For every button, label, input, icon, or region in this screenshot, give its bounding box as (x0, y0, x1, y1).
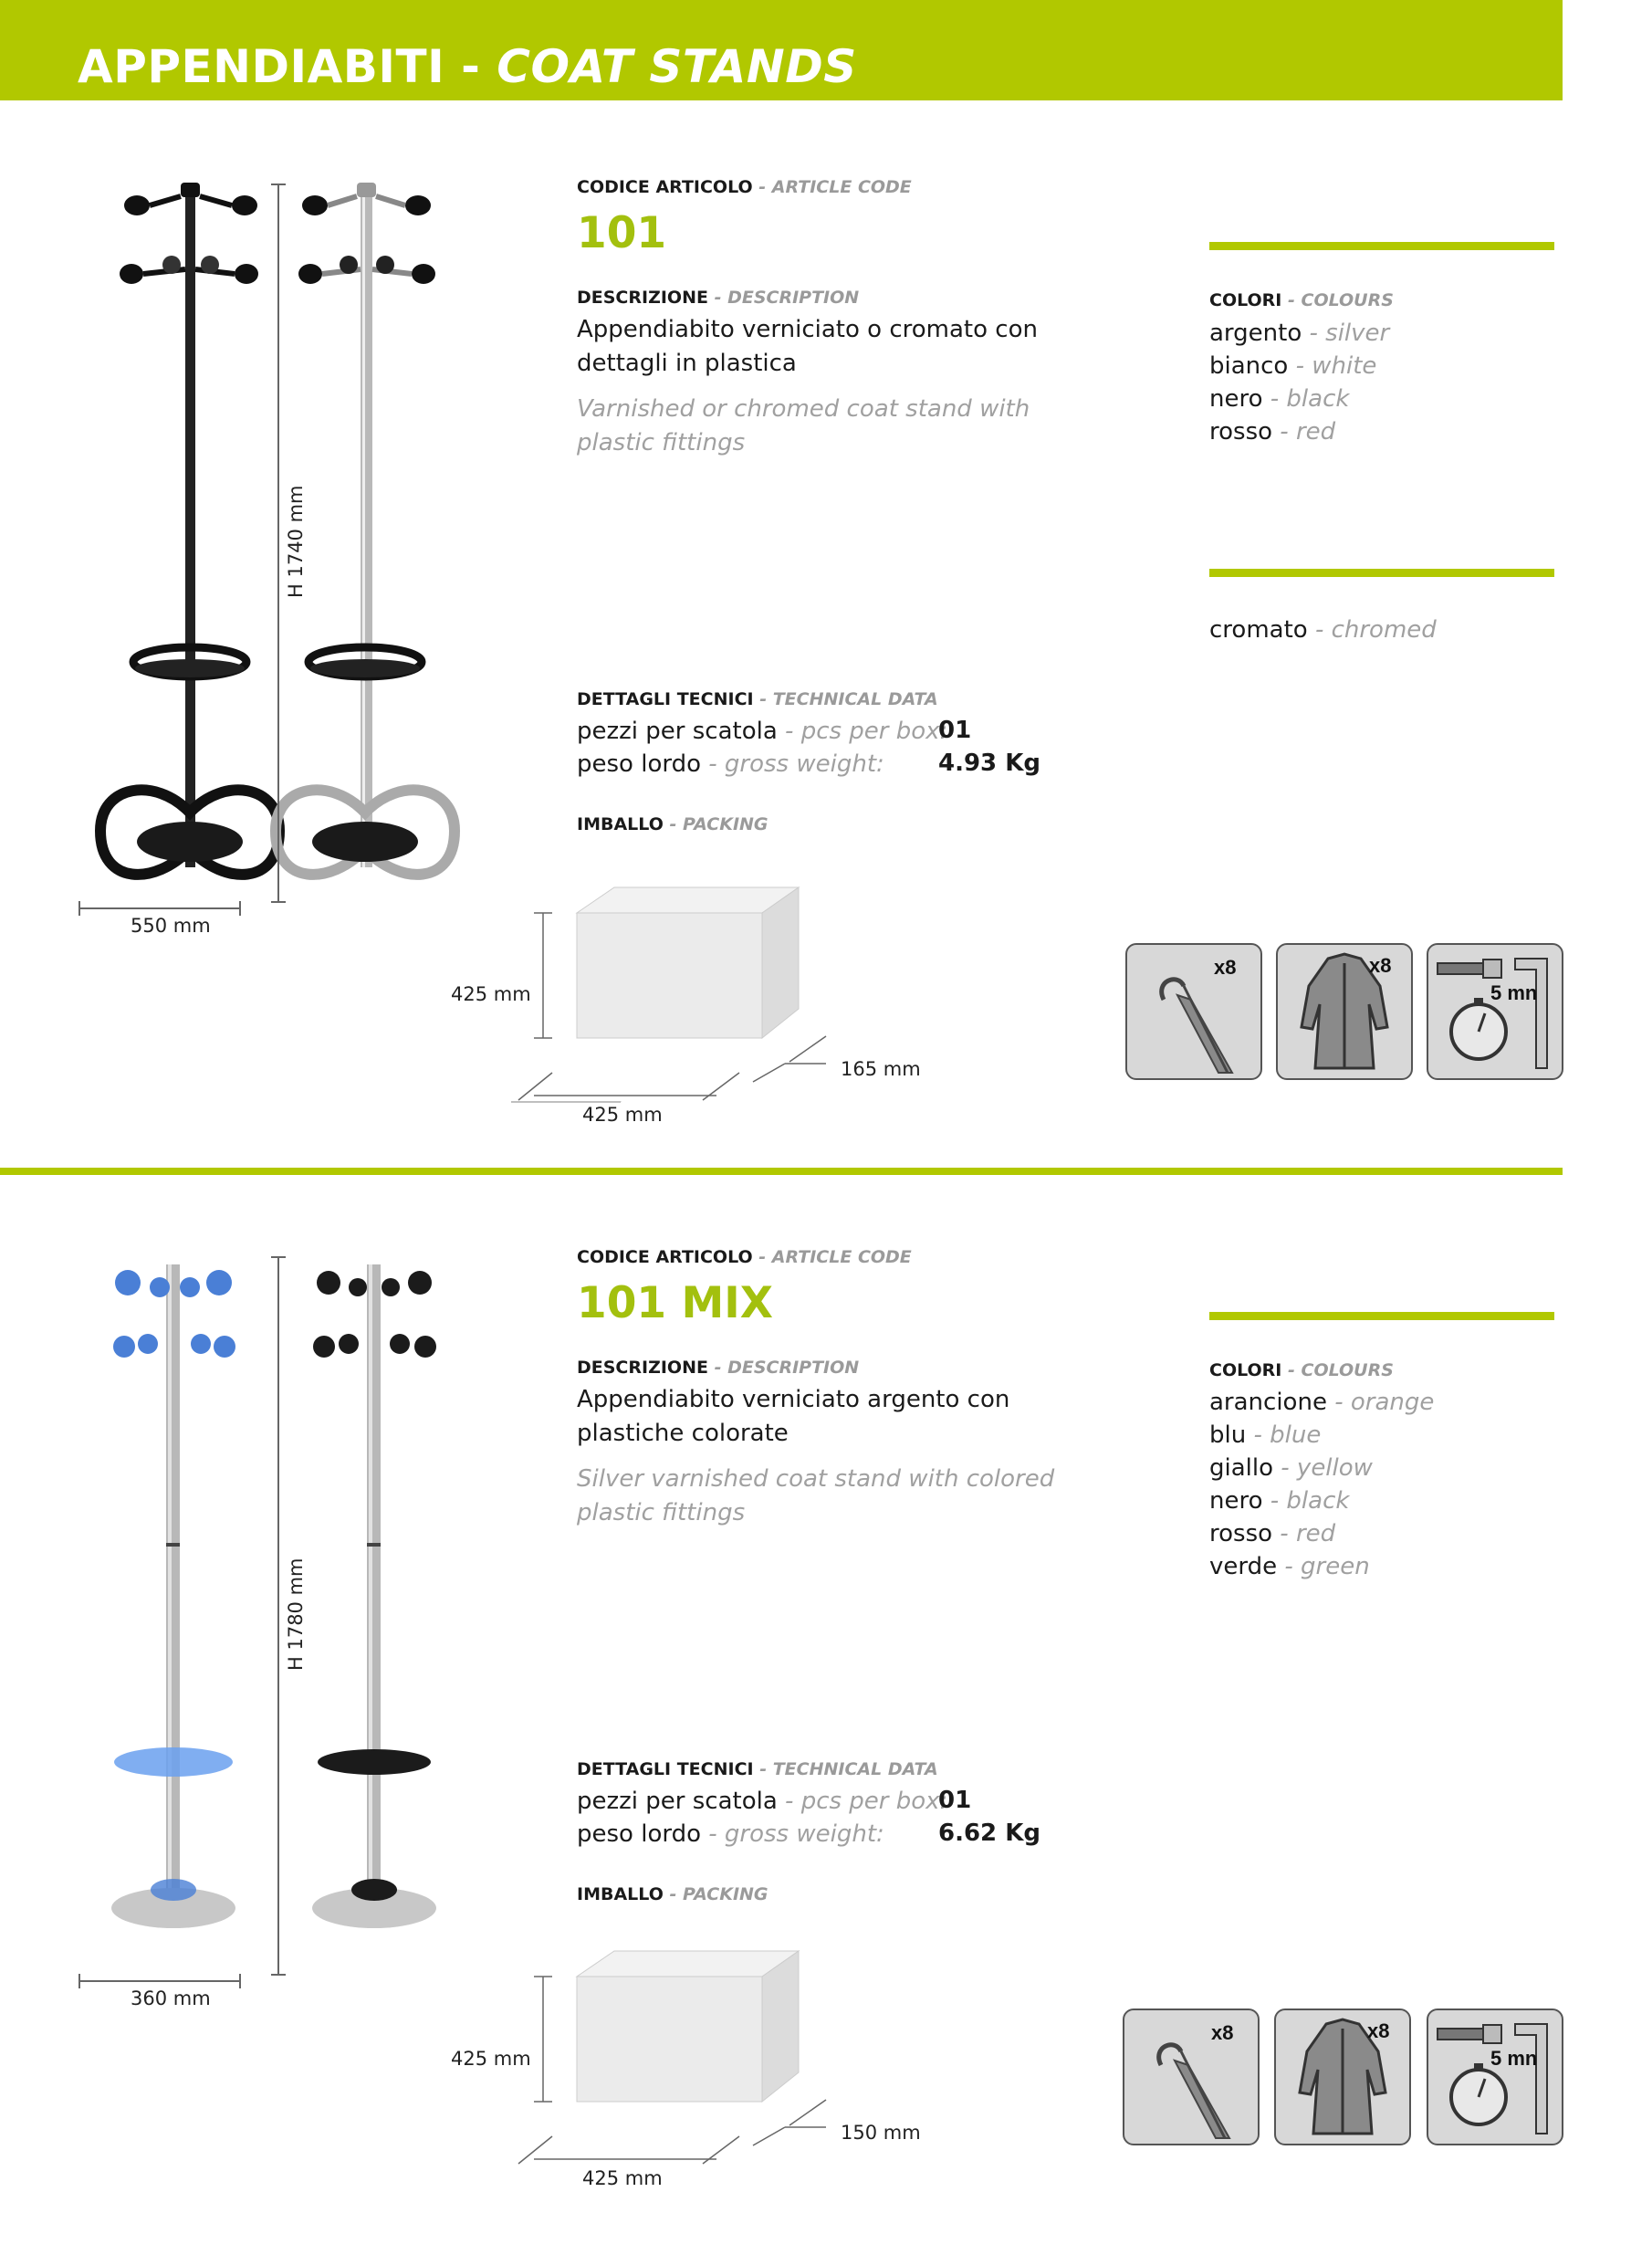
base-dimension: 360 mm (131, 1988, 211, 2009)
coat-capacity-badge (1276, 943, 1413, 1080)
label-en: - pcs per box: (777, 1788, 948, 1815)
label-it: DESCRIZIONE (577, 1358, 708, 1378)
colour-item (1209, 1484, 1434, 1517)
colours-list (1209, 317, 1389, 448)
box-width-dimension: 425 mm (582, 2167, 663, 2189)
title-english: COAT STANDS (497, 40, 857, 93)
article-code-label (577, 177, 912, 197)
pcs-per-box-label (577, 715, 947, 748)
colour-item (1209, 1550, 1434, 1583)
assembly-time-badge (1427, 943, 1563, 1080)
umbrella-icon (1127, 945, 1260, 1078)
pcs-per-box-value: 01 (938, 1787, 972, 1814)
label-en: - COLOURS (1281, 1360, 1394, 1380)
pcs-per-box-value: 01 (938, 717, 972, 744)
label-en: - pcs per box: (777, 718, 948, 745)
colour-en: - white (1288, 352, 1377, 380)
label-it: pezzi per scatola (577, 718, 778, 745)
colours-divider-line (1209, 242, 1554, 250)
description-italian: Appendiabito verniciato o cromato con dettagli in plastica (577, 316, 1038, 377)
colours-label (1209, 1360, 1394, 1380)
label-it: CODICE ARTICOLO (577, 177, 753, 197)
pcs-per-box-label (577, 1785, 947, 1818)
article-code-label (577, 1247, 912, 1267)
colour-item (1209, 350, 1389, 383)
colour-it: argento (1209, 320, 1302, 347)
assembly-time-badge (1427, 2009, 1563, 2145)
umbrella-capacity-badge (1125, 943, 1262, 1080)
packing-label (577, 1884, 768, 1904)
description-english: Silver varnished coat stand with colored plastic fittings (577, 1465, 1055, 1526)
label-en: - ARTICLE CODE (752, 1247, 912, 1267)
gross-weight-label (577, 748, 884, 781)
description-italian: Appendiabito verniciato argento con plastiche colorate (577, 1386, 1010, 1447)
coat-capacity-badge (1274, 2009, 1411, 2145)
colour-en: - green (1277, 1553, 1370, 1580)
label-en: - gross weight: (701, 750, 884, 778)
colour-en: - red (1272, 418, 1336, 446)
box-height-dimension: 425 mm (451, 2048, 531, 2070)
label-it: peso lordo (577, 750, 701, 778)
label-it: COLORI (1209, 290, 1282, 310)
chromed-colour (1209, 614, 1437, 646)
colour-en: - red (1272, 1520, 1336, 1547)
label-it: DESCRIZIONE (577, 288, 708, 308)
colour-item (1209, 1419, 1434, 1452)
umbrella-capacity-badge (1123, 2009, 1260, 2145)
colour-it: rosso (1209, 1520, 1273, 1547)
coat-stand-silver-black (312, 1264, 436, 1928)
colour-it: bianco (1209, 352, 1289, 380)
label-it: CODICE ARTICOLO (577, 1247, 753, 1267)
box-height-dimension: 425 mm (451, 983, 531, 1005)
colours-list (1209, 1386, 1434, 1583)
height-dimension: H 1740 mm (285, 485, 307, 598)
gross-weight-value: 6.62 Kg (938, 1820, 1040, 1847)
colour-item (1209, 1517, 1434, 1550)
label-en: - PACKING (663, 814, 768, 834)
colour-en: - silver (1302, 320, 1390, 347)
coat-count: x8 (1369, 954, 1392, 977)
technical-data-label (577, 689, 938, 709)
gross-weight-value: 4.93 Kg (938, 750, 1040, 777)
label-it: DETTAGLI TECNICI (577, 689, 754, 709)
colour-item (1209, 1452, 1434, 1484)
stopwatch-icon (1428, 2010, 1562, 2144)
colour-it: cromato (1209, 616, 1308, 644)
label-en: - DESCRIPTION (707, 1358, 860, 1378)
description-english: Varnished or chromed coat stand with plastic fittings (577, 395, 1030, 456)
description-label (577, 288, 859, 308)
chromed-divider-line (1209, 569, 1554, 577)
article-code: 101 (577, 208, 667, 258)
label-en: - COLOURS (1281, 290, 1394, 310)
box-width-dimension: 425 mm (582, 1104, 663, 1126)
coat-stand-silver-blue (111, 1264, 235, 1928)
coat-stand-black (100, 183, 279, 875)
stopwatch-icon (1428, 945, 1562, 1078)
colours-label (1209, 290, 1394, 310)
colour-en: - orange (1326, 1389, 1435, 1416)
label-it: IMBALLO (577, 814, 664, 834)
colour-en: - black (1262, 1487, 1350, 1515)
label-it: COLORI (1209, 1360, 1282, 1380)
colour-it: nero (1209, 1487, 1263, 1515)
colour-it: blu (1209, 1421, 1247, 1449)
packing-label (577, 814, 768, 834)
umbrella-count: x8 (1214, 956, 1237, 979)
coat-count: x8 (1367, 2019, 1390, 2042)
label-it: pezzi per scatola (577, 1788, 778, 1815)
colour-item (1209, 1386, 1434, 1419)
page-title (78, 40, 857, 93)
colour-item (1209, 383, 1389, 415)
label-en: - ARTICLE CODE (752, 177, 912, 197)
colour-it: verde (1209, 1553, 1278, 1580)
umbrella-icon (1124, 2010, 1258, 2144)
colour-it: nero (1209, 385, 1263, 413)
colour-en: - blue (1246, 1421, 1322, 1449)
label-en: - TECHNICAL DATA (753, 689, 938, 709)
colour-it: rosso (1209, 418, 1273, 446)
technical-data-label (577, 1759, 938, 1779)
umbrella-count: x8 (1211, 2021, 1234, 2044)
label-it: peso lordo (577, 1820, 701, 1848)
section-divider (0, 1168, 1563, 1175)
gross-weight-label (577, 1818, 884, 1851)
colour-en: - black (1262, 385, 1350, 413)
assembly-time: 5 mn (1490, 2047, 1538, 2070)
base-dimension: 550 mm (131, 915, 211, 937)
label-en: - PACKING (663, 1884, 768, 1904)
title-italian: APPENDIABITI - (78, 40, 497, 93)
colour-item (1209, 317, 1389, 350)
description-label (577, 1358, 859, 1378)
article-code: 101 MIX (577, 1278, 773, 1328)
colour-it: arancione (1209, 1389, 1327, 1416)
box-depth-dimension: 165 mm (841, 1058, 921, 1080)
colour-item (1209, 415, 1389, 448)
colour-en: - chromed (1307, 616, 1437, 644)
colour-en: - yellow (1273, 1454, 1373, 1482)
page-header (0, 0, 1563, 100)
height-dimension: H 1780 mm (285, 1558, 307, 1671)
label-it: DETTAGLI TECNICI (577, 1759, 754, 1779)
colour-it: giallo (1209, 1454, 1274, 1482)
box-depth-dimension: 150 mm (841, 2122, 921, 2144)
assembly-time: 5 mn (1490, 981, 1538, 1004)
label-en: - DESCRIPTION (707, 288, 860, 308)
label-it: IMBALLO (577, 1884, 664, 1904)
colours-divider-line (1209, 1312, 1554, 1320)
label-en: - gross weight: (701, 1820, 884, 1848)
label-en: - TECHNICAL DATA (753, 1759, 938, 1779)
